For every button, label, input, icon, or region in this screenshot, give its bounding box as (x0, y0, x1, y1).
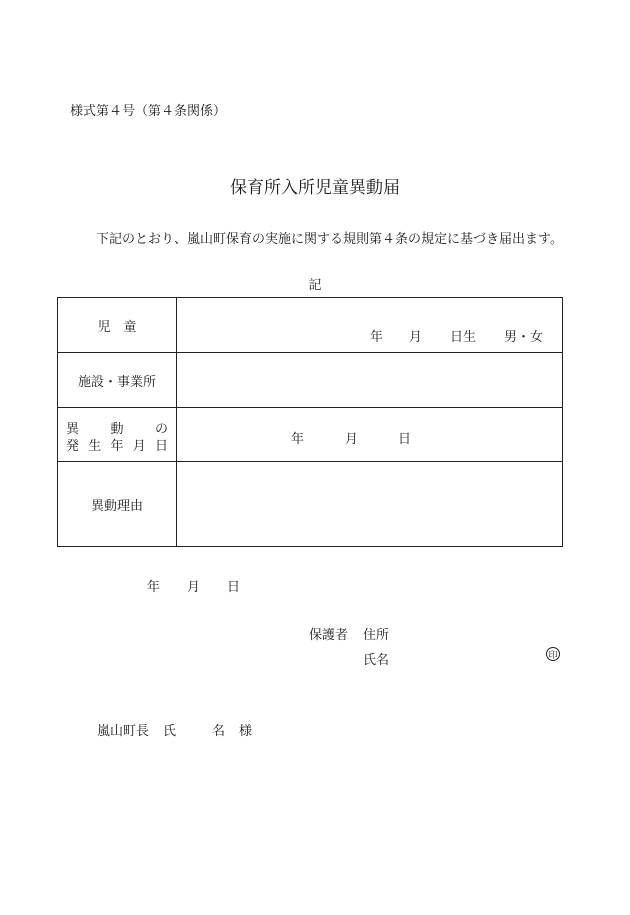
row-facility (58, 353, 562, 408)
reason-label-cell (58, 462, 177, 546)
change-date-label-line2: 発 生 年 月 日 (66, 439, 168, 454)
row-change-date (58, 408, 562, 462)
change-date-label-line1: 異 動 の (66, 422, 168, 437)
guardian-label: 保護者 (309, 628, 349, 643)
form-table (57, 297, 563, 547)
change-day-label: 日 (398, 432, 412, 447)
change-date-label (58, 408, 176, 461)
child-value-cell[interactable] (177, 298, 562, 352)
seal-mark: 印 (546, 647, 560, 661)
birth-year-label: 年 (370, 330, 384, 345)
addressee: 嵐山町長 氏 名 様 (97, 724, 253, 739)
form-number: 様式第４号（第４条関係） (70, 104, 227, 119)
intro-text: 下記のとおり、嵐山町保育の実施に関する規則第４条の規定に基づき届出ます。 (96, 232, 563, 247)
sex-choice[interactable]: 男・女 (504, 330, 544, 345)
child-label-cell (58, 298, 177, 352)
ki-heading: 記 (308, 278, 322, 293)
facility-value-cell[interactable] (177, 353, 562, 407)
row-child (58, 298, 562, 353)
birth-month-label: 月 (409, 330, 423, 345)
change-month-label: 月 (345, 432, 359, 447)
name-label: 氏名 (363, 653, 390, 668)
row-reason (58, 462, 562, 546)
change-date-label-cell (58, 408, 177, 461)
change-year-label: 年 (291, 432, 305, 447)
child-label: 児童 (97, 319, 150, 335)
birth-day-label: 日生 (450, 330, 477, 345)
facility-label-cell (58, 353, 177, 407)
page-title: 保育所入所児童異動届 (230, 178, 400, 198)
reason-value-cell[interactable] (177, 462, 562, 546)
facility-label: 施設・事業所 (77, 374, 156, 390)
change-date-value-cell[interactable] (177, 408, 562, 461)
address-label: 住所 (363, 628, 390, 643)
reason-label: 異動理由 (90, 498, 143, 514)
signature-date: 年 月 日 (147, 580, 241, 595)
